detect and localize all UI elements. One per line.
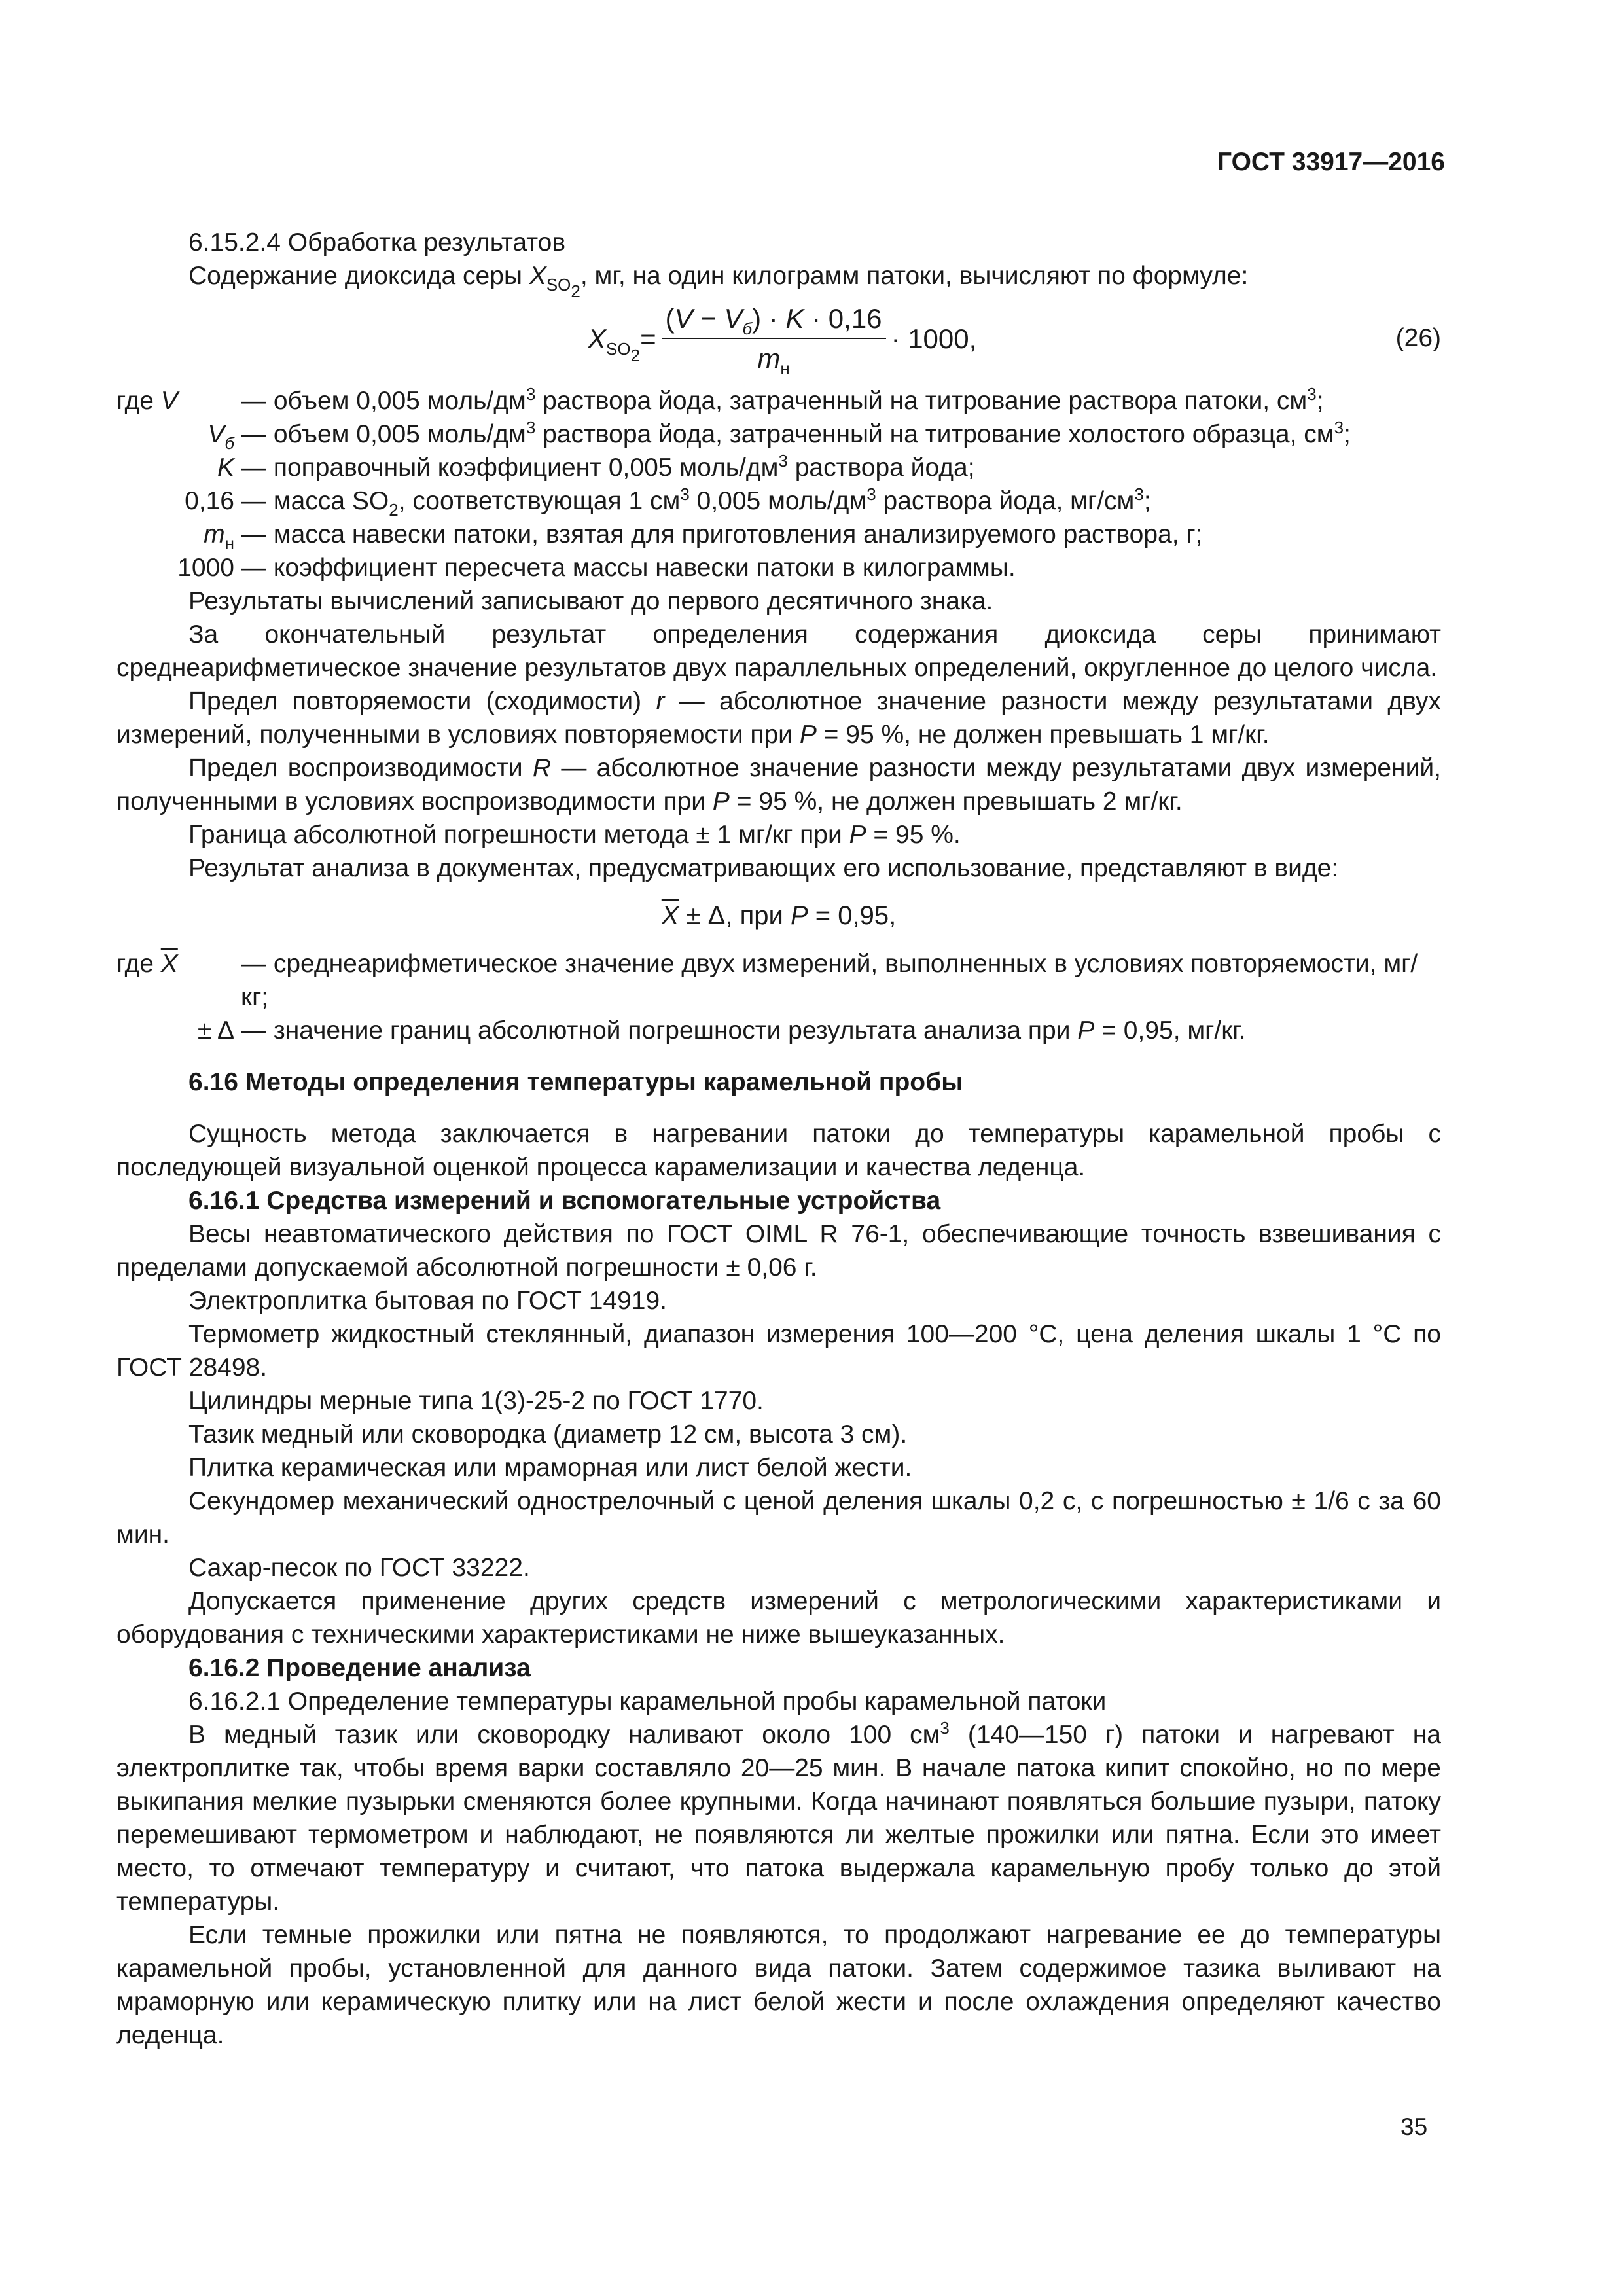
legend-definition: — среднеарифметическое значение двух измерений, выполненных в условиях повторяемости, мг/кг; <box>241 950 1418 1011</box>
legend-definition: — объем 0,005 моль/$дм^3$ раствора йода, затраченный на титрование холостого образца, $см^3$; <box>241 418 1351 448</box>
formula-numerator: $(V - V_б) \cdot K \cdot 0,16$ <box>662 302 886 339</box>
paragraph: За окончательный результат определения содержания диоксида серы принимают среднеарифметическое значение результатов двух параллельных определений, округленное до целого числа. <box>116 620 1441 682</box>
legend-definition: — масса навески патоки, взятая для приготовления анализируемого раствора, г; <box>241 520 1203 548</box>
formula-26 <box>116 293 1441 384</box>
equipment-item: Весы неавтоматического действия по ГОСТ OIML R 76-1, обеспечивающие точность взвешивания с пределами допускаемой абсолютной погрешности ± 0,06 г. <box>116 1220 1441 1282</box>
formula-intro: Содержание диоксида серы $X_{SO_2}$, мг, на один килограмм патоки, вычисляют по формуле: <box>188 262 1249 301</box>
legend-symbol: ± Δ <box>197 1016 234 1045</box>
legend-symbol: 1000 <box>177 554 234 582</box>
section-title-6-16-2: 6.16.2 Проведение анализа <box>188 1654 531 1682</box>
section-title-6-16-2-1: 6.16.2.1 Определение температуры карамельной пробы карамельной патоки <box>188 1687 1107 1715</box>
formula-number: (26) <box>1395 324 1441 352</box>
formula-denominator: $m_н$ <box>757 343 790 378</box>
formula-fraction <box>662 302 886 378</box>
section-title-6-15-2-4: 6.15.2.4 Обработка результатов <box>188 228 566 257</box>
legend-symbol: $m_н$ <box>204 520 234 553</box>
standard-header: ГОСТ 33917—2016 <box>1217 148 1445 176</box>
paragraph: Сущность метода заключается в нагревании патоки до температуры карамельной пробы с последующей визуальной оценкой процесса карамелизации и качества леденца. <box>116 1120 1441 1181</box>
equipment-item: Тазик медный или сковородка (диаметр 12 см, высота 3 см). <box>188 1420 908 1448</box>
equipment-item: Допускается применение других средств измерений с метрологическими характеристиками и оборудования с техническими характеристиками не ниже вышеуказанных. <box>116 1587 1441 1649</box>
legend-definition: — коэффициент пересчета массы навески патоки в килограммы. <box>241 554 1016 582</box>
formula-expression: $X_{SO_2}$ = $\frac{(V - V_б) \cdot K \cdot 0,16}{m_н}$ · 1000, <box>588 303 977 378</box>
equipment-item: Плитка керамическая или мраморная или лист белой жести. <box>188 1454 912 1482</box>
legend-symbol: 0,16 <box>185 487 234 515</box>
equipment-item: Сахар-песок по ГОСТ 33222. <box>188 1554 530 1582</box>
legend-symbol: $V_б$ <box>207 420 234 453</box>
result-intro: Результат анализа в документах, предусматривающих его использование, представляют в виде: <box>188 854 1339 882</box>
equipment-item: Цилиндры мерные типа 1(3)-25-2 по ГОСТ 1770. <box>188 1387 764 1415</box>
legend-list-2 <box>116 947 1441 1047</box>
repeatability-paragraph: Предел повторяемости (сходимости) r — абсолютное значение разности между результатами двух измерений, полученными в условиях повторяемости при P = 95 %, не должен превышать 1 мг/кг. <box>116 687 1442 749</box>
result-formula: $\overline{X} \pm \Delta$, при P = 0,95, <box>661 901 897 930</box>
legend-definition: — поправочный коэффициент 0,005 моль/$дм^3$ раствора йода; <box>241 451 975 482</box>
legend-definition: — объем 0,005 моль/$дм^3$ раствора йода, затраченный на титрование раствора патоки, $см^3$; <box>241 384 1324 415</box>
equipment-item: Термометр жидкостный стеклянный, диапазон измерения 100—200 °С, цена деления шкалы 1 °С по ГОСТ 28498. <box>116 1320 1441 1382</box>
paragraph: Результаты вычислений записывают до первого десятичного знака. <box>188 587 993 615</box>
equipment-item: Электроплитка бытовая по ГОСТ 14919. <box>188 1287 668 1315</box>
page-body <box>116 226 1441 2052</box>
legend-symbol: K <box>217 454 234 482</box>
section-title-6-16: 6.16 Методы определения температуры карамельной пробы <box>188 1068 963 1096</box>
error-bound-paragraph: Граница абсолютной погрешности метода ± 1 мг/кг при P = 95 %. <box>188 821 961 849</box>
paragraph: Если темные прожилки или пятна не появляются, то продолжают нагревание ее до температуры карамельной пробы, установленной для данного вида патоки. Затем содержимое тазика выливают на мраморную или керамическую плитку или на лист белой жести и после охлаждения определяют качество леденца. <box>116 1921 1441 2049</box>
legend-list-1 <box>116 384 1441 584</box>
section-title-6-16-1: 6.16.1 Средства измерений и вспомогательные устройства <box>188 1187 941 1215</box>
procedure-paragraph: В медный тазик или сковородку наливают около 100 $см^3$ (140—150 г) патоки и нагревают на электроплитке так, чтобы время варки составляло 20—25 мин. В начале патока кипит спокойно, но по мере выкипания мелкие пузырьки сменяются более крупными. Когда начинают появляться большие пузыри, патоку перемешивают термометром и наблюдают, не появляются ли желтые прожилки или пятна. Если это имеет место, то отмечают температуру и считают, что патока выдержала карамельную пробу только до этой температуры. <box>116 1718 1441 1916</box>
legend-symbol: где V <box>116 387 178 415</box>
legend-symbol: где $\overline{X}$ <box>116 950 178 978</box>
equipment-item: Секундомер механический однострелочный с ценой деления шкалы 0,2 с, с погрешностью ± 1/6 с за 60 мин. <box>116 1487 1441 1549</box>
legend-definition: — значение границ абсолютной погрешности результата анализа при P = 0,95, мг/кг. <box>241 1016 1246 1045</box>
legend-definition: — масса $SO_2$, соответствующая 1 $см^3$ 0,005 моль/$дм^3$ раствора йода, $мг/см^3$; <box>241 484 1151 520</box>
reproducibility-paragraph: Предел воспроизводимости R — абсолютное значение разности между результатами двух измерений, полученными в условиях воспроизводимости при P = 95 %, не должен превышать 2 мг/кг. <box>116 754 1442 816</box>
page-number: 35 <box>1400 2113 1428 2140</box>
